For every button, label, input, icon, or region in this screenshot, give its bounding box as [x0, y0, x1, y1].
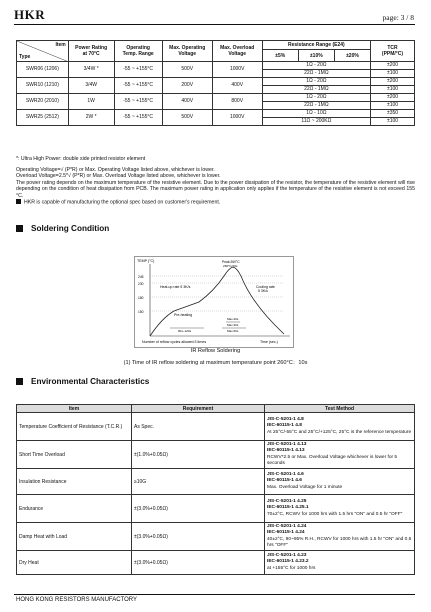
temp-cell: -55 ~ +155°C: [114, 94, 162, 110]
env-method-cell: JIS-C-5201-1 4.8 IEC-60115-1 4.8 At 25°C/-55°C and 25°C/+125°C, 25°C is the reference temperature: [265, 413, 415, 441]
ultra-power-note: *: Ultra High Power: double side printed resistor element: [16, 156, 146, 162]
power-cell: 3/4W *: [68, 62, 114, 78]
range-cell: 1Ω - 20Ω: [262, 62, 370, 70]
env-req-cell: ±(1.0%+0.05Ω): [132, 441, 265, 469]
max-op-cell: 500V: [162, 62, 212, 78]
item-header: Item: [55, 42, 66, 48]
env-item-cell: Short Time Overload: [17, 441, 132, 469]
temp-cell: -55 ~ +155°C: [114, 62, 162, 78]
env-item-header: Item: [17, 405, 132, 413]
cooling-label: Cooling rate: [256, 285, 275, 289]
env-item-cell: Endurance: [17, 495, 132, 523]
table-row: [17, 495, 415, 523]
range-cell: 22Ω - 1MΩ: [262, 86, 370, 94]
duration-label: Max.20s: [227, 317, 239, 321]
reflow-profile-diagram: [134, 256, 294, 348]
table-row: [17, 94, 415, 102]
env-method-cell: JIS-C-5201-1 4.23 IEC-60115-1 4.23.2 at +155°C for 1000 hrs: [265, 551, 415, 575]
power-cell: 2W *: [68, 110, 114, 126]
y-tick-245: 245: [138, 275, 144, 279]
cooling-sub-label: 5 3K/s: [258, 289, 268, 293]
env-method-cell: JIS-C-5201-1 4.25 IEC-60115-1 4.25.1 70±2°C, RCWV for 1000 hrs with 1.5 hrs "ON" and 0.5 hr "OFF": [265, 495, 415, 523]
env-req-cell: ±(3.0%+0.05Ω): [132, 551, 265, 575]
max-op-cell: 200V: [162, 78, 212, 94]
max-ol-cell: 1000V: [212, 62, 262, 78]
chart-caption: IR Reflow Soldering: [190, 348, 241, 354]
tol-10-header: ±10%: [298, 50, 334, 62]
env-req-cell: ≥10G: [132, 469, 265, 495]
table-row: [17, 413, 415, 441]
footer-divider: [14, 594, 415, 595]
tcr-cell: ±350: [371, 110, 415, 118]
tol-20-header: ±20%: [334, 50, 370, 62]
y-tick-230: 230: [138, 282, 144, 286]
range-cell: 1Ω - 20Ω: [262, 94, 370, 102]
y-tick-180: 180: [138, 296, 144, 300]
max-ol-cell: 400V: [212, 78, 262, 94]
y-tick-150: 150: [138, 310, 144, 314]
range-cell: 22Ω - 1MΩ: [262, 102, 370, 110]
duration-label: 90s~120s: [178, 329, 192, 333]
range-cell: 1Ω - 10Ω: [262, 110, 370, 118]
table-row: [17, 110, 415, 118]
type-cell: SWR20 (2010): [17, 94, 69, 110]
range-cell: 1Ω - 20Ω: [262, 78, 370, 86]
peak-sub-label: 260°C/10s: [223, 264, 238, 268]
page-number: page: 3 / 8: [382, 13, 414, 22]
table-row: [17, 551, 415, 575]
environmental-table: [16, 404, 415, 575]
reflow-cycles-label: Number of reflow cycles allowed:3 times: [142, 340, 207, 344]
range-cell: 22Ω - 1MΩ: [262, 70, 370, 78]
power-cell: 3/4W: [68, 78, 114, 94]
footer-company: HONG KONG RESISTORS MANUFACTORY: [16, 597, 138, 603]
tol-5-header: ±5%: [262, 50, 298, 62]
environmental-heading: Environmental Characteristics: [16, 377, 149, 386]
item-type-header: [17, 41, 69, 62]
table-row: [17, 469, 415, 495]
max-ol-header: Max. Overload Voltage: [212, 41, 262, 62]
env-requirement-header: Requirement: [132, 405, 265, 413]
overload-voltage-note: Overload Voltage=2.5*√ (P*R) or Max. Overload Voltage listed above, whichever is lower.: [16, 173, 221, 179]
temp-cell: -55 ~ +155°C: [114, 110, 162, 126]
type-cell: SWR25 (2512): [17, 110, 69, 126]
power-cell: 1W: [68, 94, 114, 110]
max-op-cell: 500V: [162, 110, 212, 126]
chart-subcaption: (1) Time of IR reflow soldering at maximum temperature point 260°C：10s: [123, 360, 308, 366]
tcr-cell: ±200: [371, 78, 415, 86]
section-bullet-icon: [16, 378, 23, 385]
env-method-header: Test Method: [265, 405, 415, 413]
company-logo: HKR: [14, 7, 46, 22]
max-ol-cell: 800V: [212, 94, 262, 110]
power-rating-note: The power rating depends on the maximum temperature of the resistive element. Due to the power dissipation of the resistor, the temperature of the resistive element will rise depending on the condition of heat dissipation from PCB. The maximum power rating in application only applies if the temperature of the resistive element is not exceed 155 °C.: [16, 180, 415, 199]
operating-voltage-note: Operating Voltage=√ (P*R) or Max. Operating Voltage listed above, whichever is lower.: [16, 167, 215, 173]
max-op-cell: 400V: [162, 94, 212, 110]
preheat-label: Pre-heating: [174, 313, 193, 317]
table-row: [17, 441, 415, 469]
section-bullet-icon: [16, 225, 23, 232]
peak-label: Peak:260°C: [222, 260, 240, 264]
table-row: [17, 62, 415, 70]
heat-up-label: Heat-up rate 5 3K/s: [160, 285, 191, 289]
tcr-header: TCR (PPM/°C): [371, 41, 415, 62]
env-item-cell: Damp Heat with Load: [17, 523, 132, 551]
table-row: [17, 523, 415, 551]
tcr-cell: ±200: [371, 94, 415, 102]
tcr-cell: ±100: [371, 102, 415, 110]
env-req-cell: ±(3.0%+0.05Ω): [132, 495, 265, 523]
max-op-header: Max. Operating Voltage: [162, 41, 212, 62]
max-ol-cell: 1000V: [212, 110, 262, 126]
header-divider: [14, 24, 415, 25]
tcr-cell: ±100: [371, 118, 415, 126]
type-header: Type: [19, 54, 31, 60]
env-item-cell: Dry Heat: [17, 551, 132, 575]
table-row: [17, 78, 415, 86]
tcr-cell: ±200: [371, 62, 415, 70]
type-cell: SWR10 (1210): [17, 78, 69, 94]
special-spec-note: HKR is capable of manufacturing the optional spec based on customer's requirement.: [16, 199, 415, 206]
duration-label: Max.30s: [227, 323, 239, 327]
range-header: Resistance Range (E24): [262, 41, 370, 50]
env-req-cell: ±(3.0%+0.05Ω): [132, 523, 265, 551]
env-method-cell: JIS-C-5201-1 4.13 IEC-60115-1 4.13 RCWV*2.5 or Max. Overload Voltage whichever is lower for 5 seconds: [265, 441, 415, 469]
temp-header: Operating Temp. Range: [114, 41, 162, 62]
env-item-cell: Temperature Coefficient of Resistance (T.C.R.): [17, 413, 132, 441]
env-method-cell: JIS-C-5201-1 4.24 IEC-60115-1 4.24 40±2°C, 90~95% R.H., RCWV for 1000 hrs with 1.5 hr "ON" and 0.5 hrs "OFF": [265, 523, 415, 551]
duration-label: Max.60s: [227, 329, 239, 333]
env-req-cell: As Spec.: [132, 413, 265, 441]
spec-table: [16, 40, 415, 126]
tcr-cell: ±100: [371, 86, 415, 94]
power-header: Power Rating at 70°C: [68, 41, 114, 62]
type-cell: SWR06 (1206): [17, 62, 69, 78]
y-axis-label: TEMP (°C): [137, 259, 155, 263]
env-item-cell: Insulation Resistance: [17, 469, 132, 495]
time-axis-label: Time (sec.): [260, 340, 278, 344]
bullet-square: [16, 199, 21, 204]
env-method-cell: JIS-C-5201-1 4.6 IEC-60115-1 4.6 Max. Overload Voltage for 1 minute: [265, 469, 415, 495]
temp-cell: -55 ~ +155°C: [114, 78, 162, 94]
range-cell: 11Ω ~ 200KΩ: [262, 118, 370, 126]
soldering-heading: Soldering Condition: [16, 224, 109, 233]
tcr-cell: ±100: [371, 70, 415, 78]
